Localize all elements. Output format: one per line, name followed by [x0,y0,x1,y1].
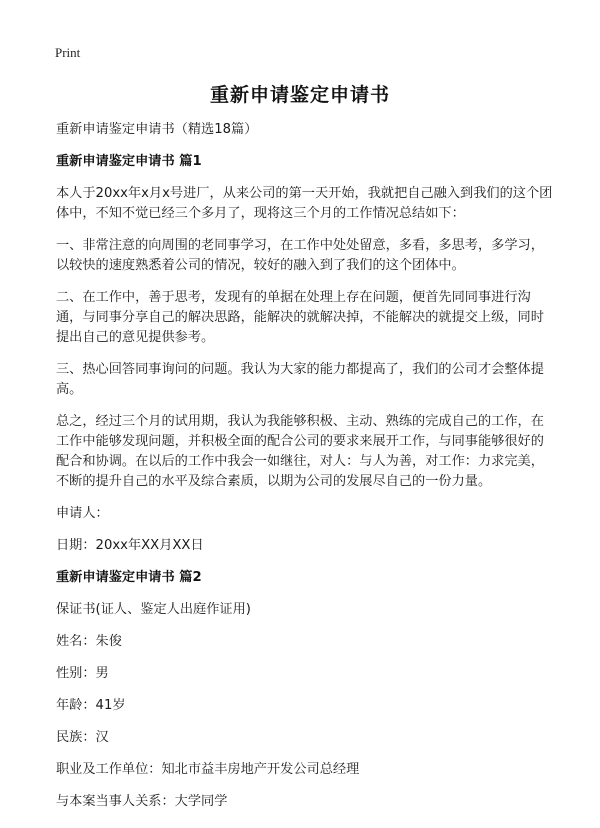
applicant-line: 申请人： [56,506,109,521]
document-title: 重新申请鉴定申请书 [209,84,390,106]
paragraph: 本人于20xx年x月x号进厂，从来公司的第一天开始，我就把自己融入到我们的这个团体中，不知不觉已经三个多月了，现将这三个月的工作情况总结如下： [56,186,553,221]
paragraph: 总之，经过三个月的试用期，我认为我能够积极、主动、熟练的完成自己的工作，在工作中能够发现问题，并积极全面的配合公司的要求来展开工作，与同事能够很好的配合和协调。在以后的工作中我会一如继往，对人：与人为善，对工作：力求完美，不断的提升自己的水平及综合素质，以期为公司的发展尽自己的一份力量。 [56,414,544,489]
gender-line: 性别：男 [56,666,109,681]
document-body [56,120,556,824]
name-line: 姓名：朱俊 [56,634,122,649]
ethnicity-line: 民族：汉 [56,730,109,745]
occupation-line: 职业及工作单位：知北市益丰房地产开发公司总经理 [56,762,360,777]
relationship-line: 与本案当事人关系：大学同学 [56,794,228,809]
paragraph: 一、非常注意的向周围的老同事学习，在工作中处处留意，多看，多思考，多学习，以较快的速度熟悉着公司的情况，较好的融入到了我们的这个团体中。 [56,238,544,273]
print-label: Print [55,45,81,60]
paragraph: 二、在工作中，善于思考，发现有的单据在处理上存在问题，便首先同同事进行沟通，与同事分享自己的解决思路，能解决的就解决掉，不能解决的就提交上级，同时提出自己的意见提供参考。 [56,290,544,345]
section2-heading: 重新申请鉴定申请书 篇2 [56,570,202,585]
paragraph: 三、热心回答同事询问的问题。我认为大家的能力都提高了，我们的公司才会整体提高。 [56,362,544,397]
intro-line: 重新申请鉴定申请书（精选18篇） [56,122,258,137]
date-line: 日期：20xx年XX月XX日 [56,538,204,553]
section1-heading: 重新申请鉴定申请书 篇1 [56,154,202,169]
age-line: 年龄：41岁 [56,698,126,713]
guarantee-title: 保证书(证人、鉴定人出庭作证用) [56,602,251,617]
